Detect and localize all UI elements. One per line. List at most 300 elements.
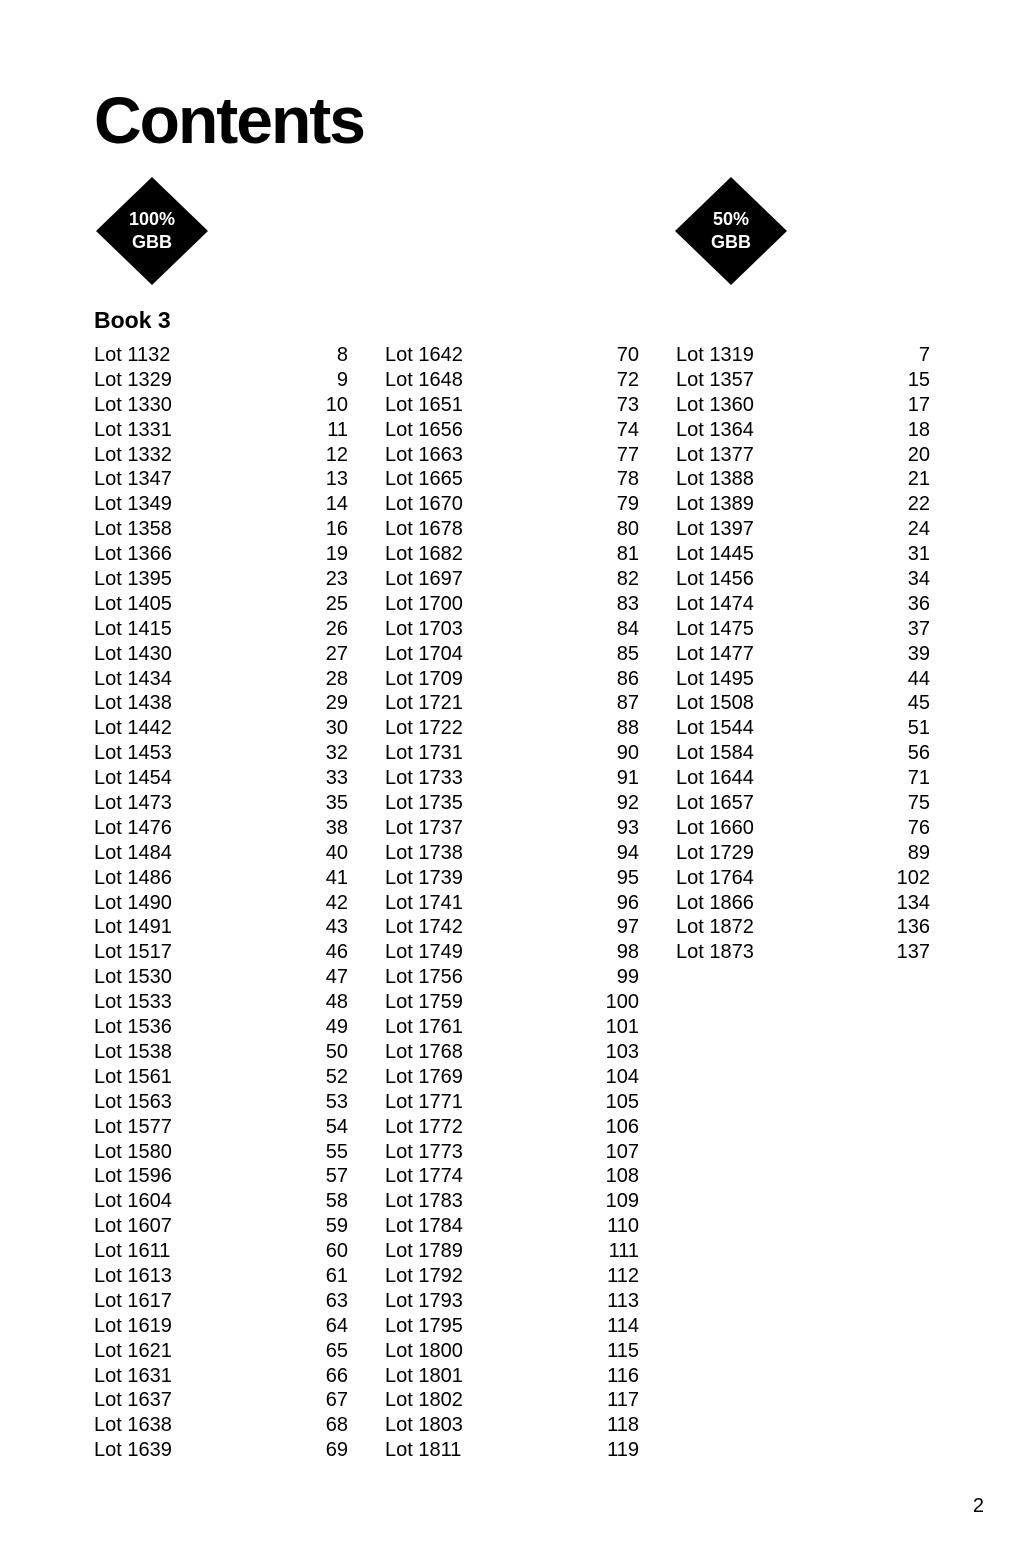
lot-page-number: 108 bbox=[605, 1165, 639, 1188]
contents-entry bbox=[94, 492, 348, 517]
lot-label: Lot 1484 bbox=[94, 841, 172, 864]
lot-label: Lot 1132 bbox=[94, 344, 171, 366]
lot-page-number: 46 bbox=[325, 941, 348, 964]
lot-label: Lot 1665 bbox=[385, 468, 463, 491]
contents-entry bbox=[385, 841, 639, 866]
lot-page-number: 58 bbox=[325, 1190, 348, 1213]
lot-page-number: 60 bbox=[325, 1240, 348, 1263]
lot-label: Lot 1474 bbox=[676, 592, 754, 615]
lot-page-number: 105 bbox=[605, 1090, 639, 1113]
contents-entry bbox=[94, 1438, 348, 1463]
lot-page-number: 23 bbox=[325, 568, 348, 591]
lot-label: Lot 1430 bbox=[94, 642, 172, 665]
lot-label: Lot 1704 bbox=[385, 642, 463, 665]
lot-label: Lot 1873 bbox=[676, 941, 754, 964]
lot-label: Lot 1697 bbox=[385, 568, 463, 591]
lot-page-number: 13 bbox=[325, 468, 348, 491]
lot-label: Lot 1580 bbox=[94, 1140, 172, 1163]
lot-label: Lot 1764 bbox=[676, 866, 754, 889]
contents-entry bbox=[676, 716, 930, 741]
lot-page-number: 78 bbox=[616, 468, 639, 491]
lot-label: Lot 1772 bbox=[385, 1115, 463, 1138]
lot-page-number: 17 bbox=[907, 393, 930, 416]
lot-label: Lot 1709 bbox=[385, 667, 463, 690]
contents-entry bbox=[385, 1438, 639, 1463]
lot-page-number: 114 bbox=[607, 1314, 639, 1337]
contents-entry bbox=[676, 940, 930, 965]
lot-page-number: 8 bbox=[336, 344, 348, 366]
lot-page-number: 76 bbox=[907, 816, 930, 839]
contents-entry bbox=[676, 816, 930, 841]
lot-label: Lot 1768 bbox=[385, 1040, 463, 1063]
contents-entry bbox=[94, 841, 348, 866]
contents-entry bbox=[94, 766, 348, 791]
badge-label bbox=[675, 208, 787, 254]
lot-label: Lot 1657 bbox=[676, 792, 754, 815]
lot-page-number: 74 bbox=[616, 418, 639, 441]
lot-label: Lot 1329 bbox=[94, 368, 172, 391]
lot-label: Lot 1477 bbox=[676, 642, 754, 665]
contents-entry bbox=[676, 691, 930, 716]
lot-label: Lot 1729 bbox=[676, 841, 754, 864]
lot-label: Lot 1800 bbox=[385, 1339, 463, 1362]
contents-entry bbox=[385, 1065, 639, 1090]
contents-entry bbox=[94, 368, 348, 393]
contents-entry bbox=[94, 1115, 348, 1140]
contents-entry bbox=[676, 343, 930, 368]
lot-label: Lot 1621 bbox=[94, 1339, 172, 1362]
lot-label: Lot 1415 bbox=[94, 617, 172, 640]
lot-page-number: 99 bbox=[616, 966, 639, 989]
lot-page-number: 34 bbox=[907, 568, 930, 591]
contents-entry bbox=[676, 667, 930, 692]
lot-label: Lot 1682 bbox=[385, 543, 463, 566]
lot-page-number: 118 bbox=[607, 1414, 639, 1437]
contents-entry bbox=[385, 617, 639, 642]
lot-page-number: 89 bbox=[907, 841, 930, 864]
badge-gbb: GBB bbox=[132, 232, 172, 252]
contents-entry bbox=[94, 1364, 348, 1389]
lot-page-number: 64 bbox=[325, 1314, 348, 1337]
contents-entry bbox=[385, 667, 639, 692]
lot-label: Lot 1358 bbox=[94, 518, 172, 541]
lot-page-number: 26 bbox=[325, 617, 348, 640]
contents-entry bbox=[94, 791, 348, 816]
lot-label: Lot 1648 bbox=[385, 368, 463, 391]
lot-label: Lot 1722 bbox=[385, 717, 463, 740]
lot-page-number: 32 bbox=[325, 742, 348, 765]
lot-page-number: 117 bbox=[607, 1389, 639, 1412]
lot-page-number: 63 bbox=[325, 1289, 348, 1312]
lot-label: Lot 1792 bbox=[385, 1264, 463, 1287]
contents-entry bbox=[676, 592, 930, 617]
contents-entry bbox=[94, 517, 348, 542]
contents-entry bbox=[94, 965, 348, 990]
lot-label: Lot 1735 bbox=[385, 792, 463, 815]
lot-label: Lot 1703 bbox=[385, 617, 463, 640]
lot-page-number: 110 bbox=[607, 1215, 639, 1238]
contents-entry bbox=[385, 542, 639, 567]
lot-page-number: 52 bbox=[325, 1065, 348, 1088]
lot-page-number: 87 bbox=[616, 692, 639, 715]
contents-entry bbox=[385, 1164, 639, 1189]
contents-column-1 bbox=[94, 343, 348, 1463]
book-heading: Book 3 bbox=[94, 307, 171, 333]
lot-label: Lot 1613 bbox=[94, 1264, 172, 1287]
lot-page-number: 85 bbox=[616, 642, 639, 665]
lot-page-number: 48 bbox=[325, 991, 348, 1014]
page-number: 2 bbox=[972, 1495, 984, 1517]
contents-entry bbox=[385, 766, 639, 791]
lot-label: Lot 1538 bbox=[94, 1040, 172, 1063]
badge-percent: 100% bbox=[128, 209, 176, 229]
contents-entry bbox=[94, 1065, 348, 1090]
lot-label: Lot 1388 bbox=[676, 468, 754, 491]
lot-page-number: 59 bbox=[325, 1215, 348, 1238]
contents-entry bbox=[676, 368, 930, 393]
contents-entry bbox=[94, 940, 348, 965]
lot-label: Lot 1642 bbox=[385, 344, 463, 366]
lot-page-number: 106 bbox=[605, 1115, 639, 1138]
contents-entry bbox=[385, 990, 639, 1015]
contents-entry bbox=[385, 691, 639, 716]
contents-entry bbox=[94, 1289, 348, 1314]
contents-entry bbox=[385, 1388, 639, 1413]
lot-label: Lot 1607 bbox=[94, 1215, 172, 1238]
contents-entry bbox=[385, 1239, 639, 1264]
lot-page-number: 44 bbox=[907, 667, 930, 690]
contents-entry bbox=[94, 1264, 348, 1289]
contents-entry bbox=[94, 418, 348, 443]
lot-label: Lot 1793 bbox=[385, 1289, 463, 1312]
contents-entry bbox=[676, 393, 930, 418]
contents-entry bbox=[94, 716, 348, 741]
lot-label: Lot 1486 bbox=[94, 866, 172, 889]
gbb-50-badge bbox=[675, 177, 787, 285]
lot-page-number: 75 bbox=[907, 792, 930, 815]
lot-page-number: 39 bbox=[907, 642, 930, 665]
lot-label: Lot 1438 bbox=[94, 692, 172, 715]
contents-entry bbox=[94, 1140, 348, 1165]
contents-entry bbox=[385, 567, 639, 592]
contents-entry bbox=[676, 418, 930, 443]
contents-entry bbox=[385, 343, 639, 368]
lot-label: Lot 1405 bbox=[94, 592, 172, 615]
lot-label: Lot 1771 bbox=[385, 1090, 463, 1113]
lot-label: Lot 1476 bbox=[94, 816, 172, 839]
lot-page-number: 79 bbox=[616, 493, 639, 516]
badge-label bbox=[96, 208, 208, 254]
lot-label: Lot 1783 bbox=[385, 1190, 463, 1213]
contents-entry bbox=[94, 1314, 348, 1339]
lot-page-number: 90 bbox=[616, 742, 639, 765]
lot-label: Lot 1508 bbox=[676, 692, 754, 715]
lot-page-number: 49 bbox=[325, 1016, 348, 1039]
lot-page-number: 97 bbox=[616, 916, 639, 939]
contents-entry bbox=[94, 1388, 348, 1413]
lot-label: Lot 1453 bbox=[94, 742, 172, 765]
contents-entry bbox=[94, 915, 348, 940]
contents-entry bbox=[94, 467, 348, 492]
lot-label: Lot 1530 bbox=[94, 966, 172, 989]
contents-entry bbox=[94, 443, 348, 468]
lot-label: Lot 1584 bbox=[676, 742, 754, 765]
lot-label: Lot 1563 bbox=[94, 1090, 172, 1113]
contents-entry bbox=[676, 766, 930, 791]
contents-entry bbox=[676, 866, 930, 891]
contents-entry bbox=[385, 1214, 639, 1239]
contents-entry bbox=[676, 891, 930, 916]
lot-page-number: 116 bbox=[607, 1364, 639, 1387]
contents-entry bbox=[676, 915, 930, 940]
lot-label: Lot 1434 bbox=[94, 667, 172, 690]
lot-page-number: 47 bbox=[325, 966, 348, 989]
lot-page-number: 41 bbox=[325, 866, 348, 889]
contents-entry bbox=[385, 1264, 639, 1289]
lot-page-number: 86 bbox=[616, 667, 639, 690]
lot-page-number: 71 bbox=[907, 767, 930, 790]
contents-entry bbox=[94, 1015, 348, 1040]
contents-entry bbox=[676, 443, 930, 468]
lot-page-number: 24 bbox=[907, 518, 930, 541]
lot-label: Lot 1644 bbox=[676, 767, 754, 790]
lot-label: Lot 1769 bbox=[385, 1065, 463, 1088]
lot-label: Lot 1761 bbox=[385, 1016, 463, 1039]
lot-page-number: 103 bbox=[605, 1040, 639, 1063]
lot-page-number: 53 bbox=[325, 1090, 348, 1113]
contents-entry bbox=[94, 741, 348, 766]
lot-label: Lot 1733 bbox=[385, 767, 463, 790]
lot-page-number: 50 bbox=[325, 1040, 348, 1063]
lot-label: Lot 1637 bbox=[94, 1389, 172, 1412]
contents-entry bbox=[385, 965, 639, 990]
lot-page-number: 61 bbox=[325, 1264, 348, 1287]
lot-page-number: 95 bbox=[616, 866, 639, 889]
lot-page-number: 111 bbox=[608, 1240, 639, 1263]
lot-label: Lot 1561 bbox=[94, 1065, 172, 1088]
lot-label: Lot 1737 bbox=[385, 816, 463, 839]
contents-entry bbox=[385, 1140, 639, 1165]
lot-label: Lot 1442 bbox=[94, 717, 172, 740]
contents-entry bbox=[385, 816, 639, 841]
contents-entry bbox=[385, 940, 639, 965]
contents-entry bbox=[385, 1339, 639, 1364]
contents-entry bbox=[676, 791, 930, 816]
contents-entry bbox=[385, 393, 639, 418]
lot-label: Lot 1801 bbox=[385, 1364, 463, 1387]
lot-label: Lot 1731 bbox=[385, 742, 463, 765]
lot-label: Lot 1377 bbox=[676, 443, 754, 466]
lot-label: Lot 1795 bbox=[385, 1314, 463, 1337]
badge-percent: 50% bbox=[712, 209, 750, 229]
lot-label: Lot 1544 bbox=[676, 717, 754, 740]
contents-entry bbox=[385, 1364, 639, 1389]
contents-entry bbox=[385, 592, 639, 617]
badge-gbb: GBB bbox=[711, 232, 751, 252]
contents-entry bbox=[94, 542, 348, 567]
lot-page-number: 43 bbox=[325, 916, 348, 939]
lot-page-number: 42 bbox=[325, 891, 348, 914]
lot-page-number: 73 bbox=[616, 393, 639, 416]
lot-label: Lot 1490 bbox=[94, 891, 172, 914]
lot-label: Lot 1741 bbox=[385, 891, 463, 914]
lot-label: Lot 1670 bbox=[385, 493, 463, 516]
lot-label: Lot 1700 bbox=[385, 592, 463, 615]
lot-page-number: 20 bbox=[907, 443, 930, 466]
lot-label: Lot 1789 bbox=[385, 1240, 463, 1263]
lot-page-number: 77 bbox=[616, 443, 639, 466]
lot-label: Lot 1617 bbox=[94, 1289, 172, 1312]
lot-page-number: 25 bbox=[325, 592, 348, 615]
lot-page-number: 7 bbox=[918, 344, 930, 366]
contents-entry bbox=[385, 492, 639, 517]
contents-entry bbox=[94, 1214, 348, 1239]
lot-page-number: 84 bbox=[616, 617, 639, 640]
lot-page-number: 107 bbox=[605, 1140, 639, 1163]
contents-entry bbox=[676, 467, 930, 492]
lot-label: Lot 1319 bbox=[676, 344, 754, 366]
contents-entry bbox=[385, 368, 639, 393]
lot-label: Lot 1773 bbox=[385, 1140, 463, 1163]
contents-entry bbox=[94, 393, 348, 418]
lot-page-number: 81 bbox=[616, 543, 639, 566]
contents-entry bbox=[385, 443, 639, 468]
contents-entry bbox=[676, 841, 930, 866]
lot-page-number: 68 bbox=[325, 1414, 348, 1437]
contents-entry bbox=[94, 667, 348, 692]
contents-entry bbox=[94, 617, 348, 642]
lot-page-number: 70 bbox=[616, 344, 639, 366]
lot-label: Lot 1742 bbox=[385, 916, 463, 939]
lot-label: Lot 1454 bbox=[94, 767, 172, 790]
lot-page-number: 136 bbox=[896, 916, 930, 939]
lot-page-number: 51 bbox=[907, 717, 930, 740]
contents-entry bbox=[385, 741, 639, 766]
contents-entry bbox=[94, 891, 348, 916]
lot-label: Lot 1756 bbox=[385, 966, 463, 989]
lot-label: Lot 1395 bbox=[94, 568, 172, 591]
lot-page-number: 94 bbox=[616, 841, 639, 864]
lot-page-number: 109 bbox=[605, 1190, 639, 1213]
lot-page-number: 45 bbox=[907, 692, 930, 715]
lot-label: Lot 1491 bbox=[94, 916, 172, 939]
contents-entry bbox=[94, 691, 348, 716]
page-title: Contents bbox=[94, 83, 364, 157]
lot-page-number: 91 bbox=[616, 767, 639, 790]
lot-label: Lot 1638 bbox=[94, 1414, 172, 1437]
contents-entry bbox=[94, 1239, 348, 1264]
lot-page-number: 56 bbox=[907, 742, 930, 765]
contents-entry bbox=[94, 866, 348, 891]
lot-page-number: 37 bbox=[907, 617, 930, 640]
lot-page-number: 29 bbox=[325, 692, 348, 715]
lot-page-number: 11 bbox=[327, 418, 348, 441]
lot-page-number: 9 bbox=[336, 368, 348, 391]
lot-label: Lot 1389 bbox=[676, 493, 754, 516]
contents-entry bbox=[385, 467, 639, 492]
contents-entry bbox=[385, 1413, 639, 1438]
lot-page-number: 30 bbox=[325, 717, 348, 740]
lot-label: Lot 1678 bbox=[385, 518, 463, 541]
contents-entry bbox=[676, 542, 930, 567]
lot-label: Lot 1784 bbox=[385, 1215, 463, 1238]
contents-entry bbox=[385, 1015, 639, 1040]
contents-entry bbox=[94, 1040, 348, 1065]
contents-entry bbox=[94, 1413, 348, 1438]
lot-label: Lot 1872 bbox=[676, 916, 754, 939]
contents-column-2 bbox=[385, 343, 639, 1463]
lot-label: Lot 1811 bbox=[385, 1439, 462, 1462]
contents-entry bbox=[385, 1314, 639, 1339]
lot-label: Lot 1577 bbox=[94, 1115, 172, 1138]
lot-page-number: 28 bbox=[325, 667, 348, 690]
lot-label: Lot 1533 bbox=[94, 991, 172, 1014]
lot-page-number: 115 bbox=[607, 1339, 639, 1362]
contents-entry bbox=[94, 1090, 348, 1115]
lot-page-number: 67 bbox=[325, 1389, 348, 1412]
lot-label: Lot 1347 bbox=[94, 468, 172, 491]
lot-page-number: 100 bbox=[605, 991, 639, 1014]
lot-page-number: 66 bbox=[325, 1364, 348, 1387]
contents-entry bbox=[94, 1339, 348, 1364]
contents-entry bbox=[385, 791, 639, 816]
lot-page-number: 88 bbox=[616, 717, 639, 740]
lot-label: Lot 1739 bbox=[385, 866, 463, 889]
lot-page-number: 137 bbox=[896, 941, 930, 964]
contents-entry bbox=[94, 592, 348, 617]
contents-entry bbox=[385, 716, 639, 741]
contents-entry bbox=[385, 1289, 639, 1314]
lot-label: Lot 1364 bbox=[676, 418, 754, 441]
contents-entry bbox=[94, 343, 348, 368]
lot-page-number: 112 bbox=[607, 1264, 639, 1287]
lot-page-number: 80 bbox=[616, 518, 639, 541]
contents-entry bbox=[676, 517, 930, 542]
lot-page-number: 102 bbox=[896, 866, 930, 889]
lot-label: Lot 1721 bbox=[385, 692, 463, 715]
lot-label: Lot 1774 bbox=[385, 1165, 463, 1188]
lot-page-number: 22 bbox=[907, 493, 930, 516]
lot-label: Lot 1330 bbox=[94, 393, 172, 416]
lot-label: Lot 1651 bbox=[385, 393, 463, 416]
lot-page-number: 36 bbox=[907, 592, 930, 615]
contents-entry bbox=[385, 642, 639, 667]
contents-entry bbox=[385, 915, 639, 940]
contents-entry bbox=[385, 1040, 639, 1065]
lot-page-number: 93 bbox=[616, 816, 639, 839]
lot-page-number: 10 bbox=[325, 393, 348, 416]
lot-label: Lot 1660 bbox=[676, 816, 754, 839]
lot-label: Lot 1456 bbox=[676, 568, 754, 591]
contents-entry bbox=[385, 866, 639, 891]
lot-page-number: 82 bbox=[616, 568, 639, 591]
lot-page-number: 134 bbox=[896, 891, 930, 914]
lot-page-number: 69 bbox=[325, 1439, 348, 1462]
lot-label: Lot 1738 bbox=[385, 841, 463, 864]
contents-entry bbox=[94, 990, 348, 1015]
lot-label: Lot 1639 bbox=[94, 1439, 172, 1462]
lot-page-number: 21 bbox=[907, 468, 930, 491]
lot-label: Lot 1619 bbox=[94, 1314, 172, 1337]
lot-page-number: 14 bbox=[325, 493, 348, 516]
lot-label: Lot 1631 bbox=[94, 1364, 172, 1387]
contents-entry bbox=[385, 1189, 639, 1214]
lot-page-number: 19 bbox=[325, 543, 348, 566]
lot-page-number: 98 bbox=[616, 941, 639, 964]
lot-label: Lot 1749 bbox=[385, 941, 463, 964]
lot-page-number: 31 bbox=[907, 543, 930, 566]
lot-label: Lot 1802 bbox=[385, 1389, 463, 1412]
